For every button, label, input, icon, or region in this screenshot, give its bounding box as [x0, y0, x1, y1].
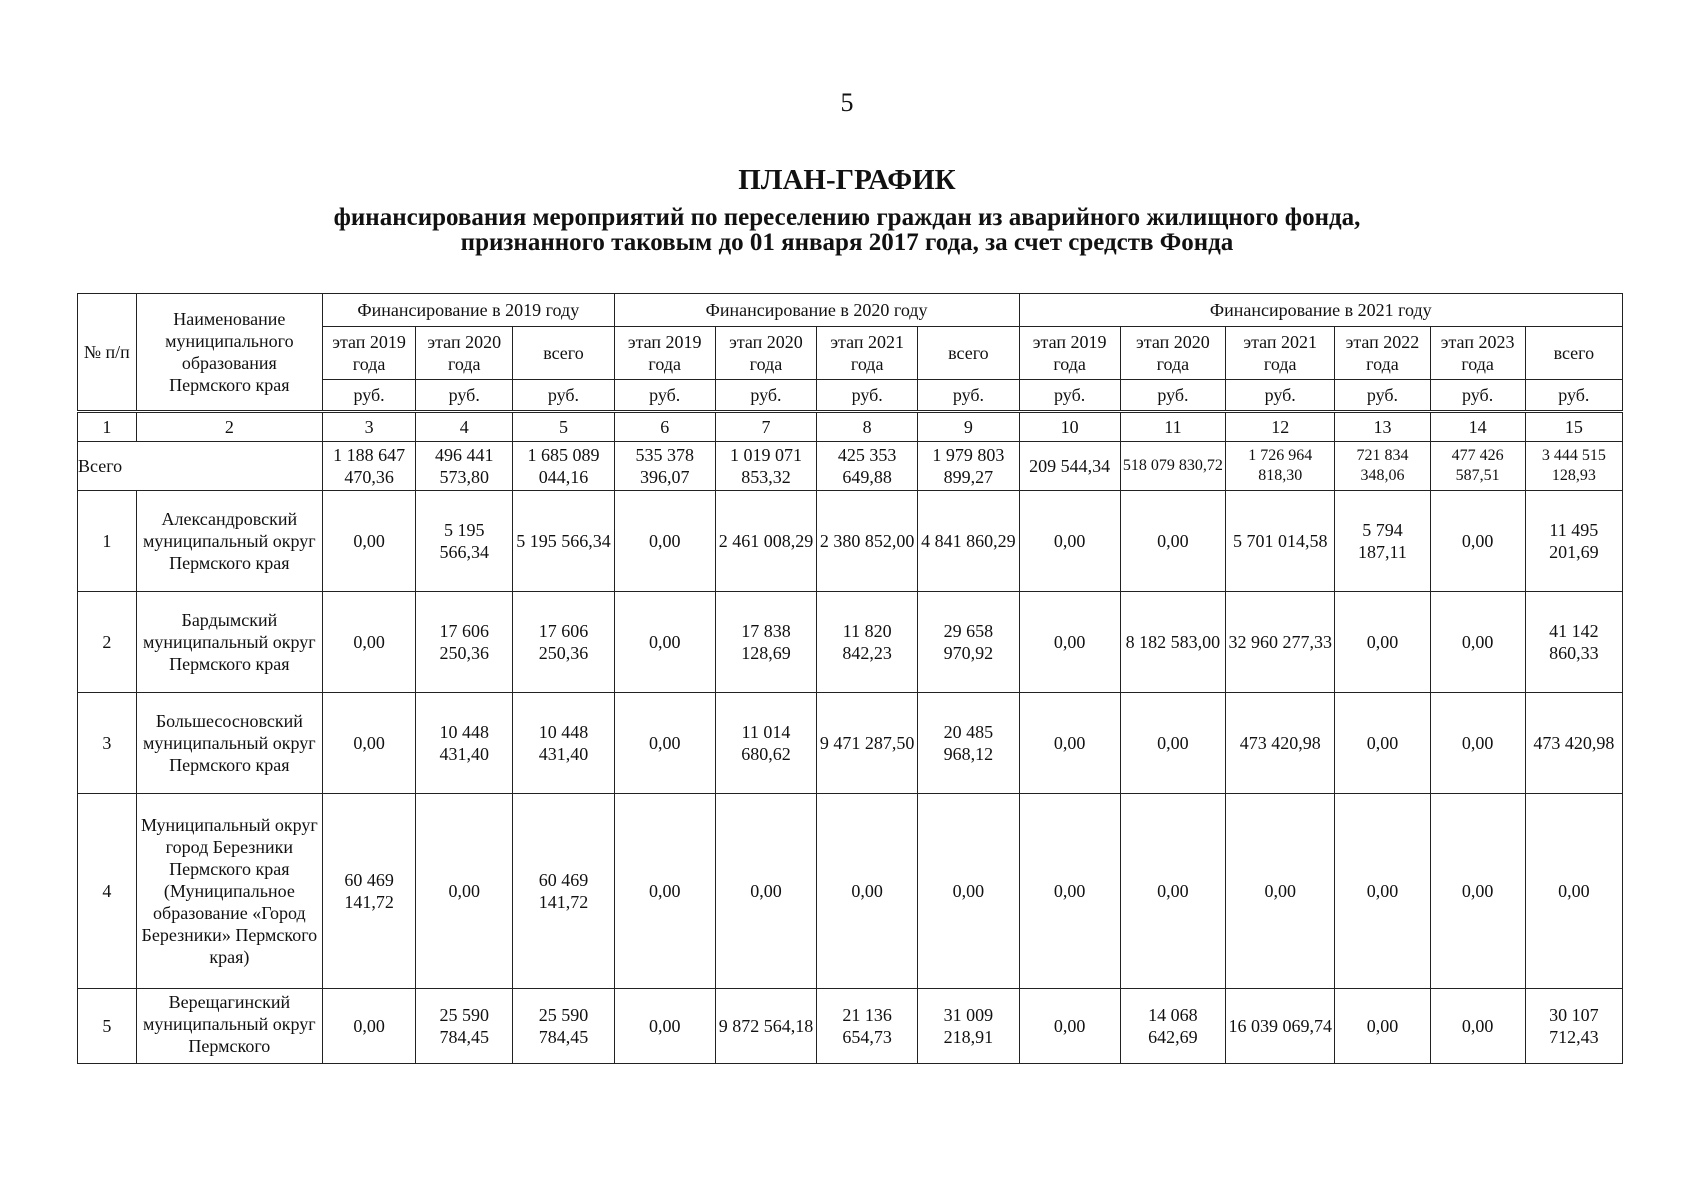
column-number-15: 15: [1525, 412, 1622, 442]
value-col-7: 2 461 008,29: [715, 491, 816, 592]
header-unit-9: руб.: [918, 380, 1019, 412]
header-unit-8: руб.: [817, 380, 918, 412]
total-value-col-6: 535 378 396,07: [614, 442, 715, 491]
value-col-4: 0,00: [416, 794, 513, 989]
total-value-col-14: 477 426 587,51: [1430, 442, 1525, 491]
column-number-2: 2: [136, 412, 322, 442]
total-value-col-15: 3 444 515 128,93: [1525, 442, 1622, 491]
header-unit-6: руб.: [614, 380, 715, 412]
value-col-6: 0,00: [614, 693, 715, 794]
value-col-11: 8 182 583,00: [1120, 592, 1225, 693]
row-number: 5: [78, 989, 137, 1064]
total-value-col-8: 425 353 649,88: [817, 442, 918, 491]
header-unit-12: руб.: [1226, 380, 1335, 412]
column-number-6: 6: [614, 412, 715, 442]
value-col-6: 0,00: [614, 794, 715, 989]
value-col-5: 60 469 141,72: [513, 794, 614, 989]
value-col-11: 0,00: [1120, 794, 1225, 989]
total-row: [78, 442, 1623, 491]
table-row: [78, 989, 1623, 1064]
value-col-11: 0,00: [1120, 491, 1225, 592]
header-stage-12: этап 2021 года: [1226, 327, 1335, 380]
header-stage-14: этап 2023 года: [1430, 327, 1525, 380]
total-value-col-7: 1 019 071 853,32: [715, 442, 816, 491]
value-col-3: 60 469 141,72: [323, 794, 416, 989]
row-number: 4: [78, 794, 137, 989]
header-stage-9: всего: [918, 327, 1019, 380]
municipality-name: Бардымский муниципальный округ Пермского края: [136, 592, 322, 693]
header-stage-13: этап 2022 года: [1335, 327, 1430, 380]
header-unit-5: руб.: [513, 380, 614, 412]
value-col-6: 0,00: [614, 989, 715, 1064]
header-stage-8: этап 2021 года: [817, 327, 918, 380]
subtitle-line-2: признанного таковым до 01 января 2017 года, за счет средств Фонда: [460, 229, 1234, 256]
value-col-15: 473 420,98: [1525, 693, 1622, 794]
total-value-col-11: 518 079 830,72: [1120, 442, 1225, 491]
municipality-name: Верещагинский муниципальный округ Пермского: [136, 989, 322, 1064]
header-unit-4: руб.: [416, 380, 513, 412]
subtitle-line-1: финансирования мероприятий по переселению граждан из аварийного жилищного фонда,: [333, 204, 1361, 231]
page-number: 5: [840, 88, 854, 117]
value-col-9: 0,00: [918, 794, 1019, 989]
value-col-13: 0,00: [1335, 693, 1430, 794]
header-unit-13: руб.: [1335, 380, 1430, 412]
value-col-7: 0,00: [715, 794, 816, 989]
header-unit-3: руб.: [323, 380, 416, 412]
total-value-col-12: 1 726 964 818,30: [1226, 442, 1335, 491]
row-number: 3: [78, 693, 137, 794]
column-number-12: 12: [1226, 412, 1335, 442]
value-col-3: 0,00: [323, 592, 416, 693]
column-number-5: 5: [513, 412, 614, 442]
header-unit-11: руб.: [1120, 380, 1225, 412]
table-row: [78, 794, 1623, 989]
header-stage-4: этап 2020 года: [416, 327, 513, 380]
value-col-14: 0,00: [1430, 989, 1525, 1064]
value-col-7: 17 838 128,69: [715, 592, 816, 693]
value-col-7: 11 014 680,62: [715, 693, 816, 794]
financing-table: [77, 293, 1623, 1064]
table-row: [78, 693, 1623, 794]
row-number: 2: [78, 592, 137, 693]
value-col-5: 17 606 250,36: [513, 592, 614, 693]
column-number-4: 4: [416, 412, 513, 442]
value-col-15: 11 495 201,69: [1525, 491, 1622, 592]
value-col-13: 5 794 187,11: [1335, 491, 1430, 592]
value-col-8: 11 820 842,23: [817, 592, 918, 693]
value-col-13: 0,00: [1335, 592, 1430, 693]
value-col-5: 10 448 431,40: [513, 693, 614, 794]
total-value-col-13: 721 834 348,06: [1335, 442, 1430, 491]
value-col-14: 0,00: [1430, 592, 1525, 693]
header-name: Наименование муниципального образования Пермского края: [136, 294, 322, 412]
value-col-3: 0,00: [323, 693, 416, 794]
document-subtitle: [140, 205, 1554, 255]
column-number-1: 1: [78, 412, 137, 442]
header-fin-2019: Финансирование в 2019 году: [323, 294, 615, 327]
column-number-row: [78, 412, 1623, 442]
header-stage-3: этап 2019 года: [323, 327, 416, 380]
header-num: № п/п: [78, 294, 137, 412]
header-stage-5: всего: [513, 327, 614, 380]
value-col-9: 4 841 860,29: [918, 491, 1019, 592]
header-stage-10: этап 2019 года: [1019, 327, 1120, 380]
value-col-5: 5 195 566,34: [513, 491, 614, 592]
header-stage-15: всего: [1525, 327, 1622, 380]
total-value-col-4: 496 441 573,80: [416, 442, 513, 491]
total-value-col-3: 1 188 647 470,36: [323, 442, 416, 491]
column-number-10: 10: [1019, 412, 1120, 442]
header-fin-2021: Финансирование в 2021 году: [1019, 294, 1622, 327]
header-stage-7: этап 2020 года: [715, 327, 816, 380]
value-col-13: 0,00: [1335, 794, 1430, 989]
column-number-13: 13: [1335, 412, 1430, 442]
value-col-12: 473 420,98: [1226, 693, 1335, 794]
value-col-13: 0,00: [1335, 989, 1430, 1064]
value-col-5: 25 590 784,45: [513, 989, 614, 1064]
municipality-name: Александровский муниципальный округ Пермского края: [136, 491, 322, 592]
municipality-name: Муниципальный округ город Березники Пермского края (Муниципальное образование «Город Березники» Пермского края): [136, 794, 322, 989]
header-stage-11: этап 2020 года: [1120, 327, 1225, 380]
value-col-6: 0,00: [614, 592, 715, 693]
value-col-4: 5 195 566,34: [416, 491, 513, 592]
value-col-14: 0,00: [1430, 491, 1525, 592]
value-col-6: 0,00: [614, 491, 715, 592]
column-number-9: 9: [918, 412, 1019, 442]
table-row: [78, 491, 1623, 592]
value-col-10: 0,00: [1019, 491, 1120, 592]
value-col-4: 10 448 431,40: [416, 693, 513, 794]
header-unit-7: руб.: [715, 380, 816, 412]
header-unit-14: руб.: [1430, 380, 1525, 412]
value-col-10: 0,00: [1019, 693, 1120, 794]
column-number-11: 11: [1120, 412, 1225, 442]
value-col-7: 9 872 564,18: [715, 989, 816, 1064]
value-col-10: 0,00: [1019, 989, 1120, 1064]
value-col-10: 0,00: [1019, 592, 1120, 693]
value-col-8: 0,00: [817, 794, 918, 989]
column-number-14: 14: [1430, 412, 1525, 442]
value-col-9: 29 658 970,92: [918, 592, 1019, 693]
value-col-14: 0,00: [1430, 693, 1525, 794]
financing-table-container: [77, 293, 1623, 1064]
header-unit-15: руб.: [1525, 380, 1622, 412]
total-value-col-10: 209 544,34: [1019, 442, 1120, 491]
value-col-3: 0,00: [323, 491, 416, 592]
value-col-11: 0,00: [1120, 693, 1225, 794]
value-col-4: 25 590 784,45: [416, 989, 513, 1064]
total-label: Всего: [78, 442, 323, 491]
value-col-4: 17 606 250,36: [416, 592, 513, 693]
value-col-12: 0,00: [1226, 794, 1335, 989]
column-number-7: 7: [715, 412, 816, 442]
value-col-8: 21 136 654,73: [817, 989, 918, 1064]
value-col-9: 31 009 218,91: [918, 989, 1019, 1064]
column-number-3: 3: [323, 412, 416, 442]
total-value-col-9: 1 979 803 899,27: [918, 442, 1019, 491]
header-row-1: [78, 294, 1623, 327]
value-col-3: 0,00: [323, 989, 416, 1064]
header-unit-10: руб.: [1019, 380, 1120, 412]
column-number-8: 8: [817, 412, 918, 442]
value-col-10: 0,00: [1019, 794, 1120, 989]
value-col-15: 30 107 712,43: [1525, 989, 1622, 1064]
municipality-name: Большесосновский муниципальный округ Пермского края: [136, 693, 322, 794]
value-col-12: 32 960 277,33: [1226, 592, 1335, 693]
value-col-8: 2 380 852,00: [817, 491, 918, 592]
value-col-11: 14 068 642,69: [1120, 989, 1225, 1064]
total-value-col-5: 1 685 089 044,16: [513, 442, 614, 491]
value-col-12: 16 039 069,74: [1226, 989, 1335, 1064]
header-stage-6: этап 2019 года: [614, 327, 715, 380]
value-col-14: 0,00: [1430, 794, 1525, 989]
table-body: [78, 412, 1623, 1064]
value-col-15: 41 142 860,33: [1525, 592, 1622, 693]
table-row: [78, 592, 1623, 693]
value-col-12: 5 701 014,58: [1226, 491, 1335, 592]
document-title: ПЛАН-ГРАФИК: [738, 164, 956, 196]
row-number: 1: [78, 491, 137, 592]
value-col-9: 20 485 968,12: [918, 693, 1019, 794]
header-fin-2020: Финансирование в 2020 году: [614, 294, 1019, 327]
value-col-15: 0,00: [1525, 794, 1622, 989]
value-col-8: 9 471 287,50: [817, 693, 918, 794]
